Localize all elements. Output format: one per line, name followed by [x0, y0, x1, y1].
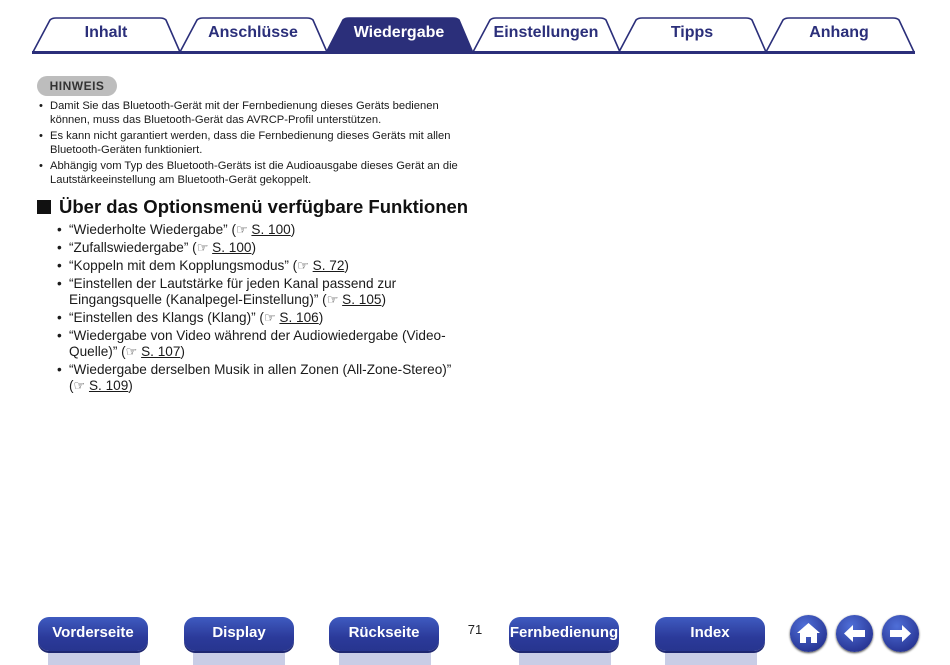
pointing-hand-icon: ☞ [125, 344, 138, 359]
square-bullet-icon [37, 200, 51, 214]
note-item: • Es kann nicht garantiert werden, dass die Fernbedienung dieses Geräts mit allen Bluetooth-Geräten funktioniert. [38, 129, 468, 157]
function-text: “Zufallswiedergabe” [69, 240, 189, 255]
pointing-hand-icon: ☞ [297, 258, 309, 273]
nav-shadow [48, 651, 140, 665]
nav-shadow [339, 651, 431, 665]
function-text: “Einstellen des Klangs (Klang)” [69, 310, 256, 325]
tab-underline [32, 51, 915, 54]
pointing-hand-icon: ☞ [326, 292, 339, 307]
front-panel-button[interactable]: Vorderseite [38, 617, 148, 651]
tab-label: Anschlüsse [208, 24, 298, 41]
function-text: “Wiedergabe von Video während der Audiowiedergabe (Video-Quelle)” [69, 328, 446, 359]
nav-shadow [665, 651, 757, 665]
remote-control-button[interactable]: Fernbedienung [509, 617, 619, 651]
back-button[interactable] [836, 615, 873, 652]
function-text: “Wiederholte Wiedergabe” [69, 222, 228, 237]
tab-label: Einstellungen [493, 24, 599, 41]
nav-shadow [519, 651, 611, 665]
page-link[interactable]: S. 100 [251, 222, 291, 237]
note-badge: HINWEIS [37, 76, 117, 96]
tab-label: Inhalt [84, 24, 128, 41]
list-item: • “Wiedergabe von Video während der Audiowiedergabe (Video-Quelle)” (☞ S. 107) [55, 328, 455, 360]
page-number: 71 [467, 622, 483, 637]
home-icon [790, 615, 827, 652]
index-button[interactable]: Index [655, 617, 765, 651]
page-link[interactable]: S. 72 [312, 258, 345, 273]
list-item: • “Einstellen der Lautstärke für jeden Kanal passend zur Eingangsquelle (Kanalpegel-Einstellung)” (☞ S. 105) [55, 276, 455, 308]
function-list [55, 222, 455, 396]
page-link[interactable]: S. 106 [279, 310, 319, 325]
tab-anhang[interactable] [765, 17, 913, 53]
pointing-hand-icon: ☞ [263, 310, 276, 325]
note-item: • Abhängig vom Typ des Bluetooth-Geräts ist die Audioausgabe dieses Gerät an die Lautstärkeeinstellung am Bluetooth-Gerät gekoppelt. [38, 159, 468, 187]
arrow-left-icon [836, 615, 873, 652]
page-link[interactable]: S. 105 [342, 292, 382, 307]
function-text: “Koppeln mit dem Kopplungsmodus” [69, 258, 289, 273]
tab-inhalt[interactable] [32, 17, 180, 53]
section-heading [37, 196, 468, 218]
pointing-hand-icon: ☞ [196, 240, 209, 255]
home-button[interactable] [790, 615, 827, 652]
list-item: • “Einstellen des Klangs (Klang)” (☞ S. 106) [55, 310, 455, 326]
tab-label: Tipps [670, 24, 714, 41]
tab-tipps[interactable] [618, 17, 766, 53]
pointing-hand-icon: ☞ [73, 378, 86, 393]
list-item: • “Koppeln mit dem Kopplungsmodus” (☞ S. 72) [55, 258, 455, 274]
tab-bar [32, 17, 915, 54]
forward-button[interactable] [882, 615, 919, 652]
nav-shadow [193, 651, 285, 665]
list-item: • “Wiedergabe derselben Musik in allen Zonen (All-Zone-Stereo)” (☞ S. 109) [55, 362, 455, 394]
list-item: • “Zufallswiedergabe” (☞ S. 100) [55, 240, 455, 256]
list-item: • “Wiederholte Wiedergabe” (☞ S. 100) [55, 222, 455, 238]
note-item: • Damit Sie das Bluetooth-Gerät mit der Fernbedienung dieses Geräts bedienen können, muss das Bluetooth-Gerät das AVRCP-Profil unterstützen. [38, 99, 468, 127]
note-list [38, 99, 468, 189]
page-link[interactable]: S. 109 [88, 378, 129, 393]
rear-panel-button[interactable]: Rückseite [329, 617, 439, 651]
tab-label: Anhang [809, 24, 869, 41]
section-title: Über das Optionsmenü verfügbare Funktionen [59, 196, 469, 217]
page-link[interactable]: S. 107 [141, 344, 181, 359]
page-link[interactable]: S. 100 [212, 240, 252, 255]
tab-wiedergabe[interactable] [325, 17, 473, 53]
tab-anschluesse[interactable] [179, 17, 327, 53]
function-text: “Einstellen der Lautstärke für jeden Kanal passend zur Eingangsquelle (Kanalpegel-Einstellung)” [69, 276, 397, 307]
pointing-hand-icon: ☞ [235, 222, 248, 237]
tab-einstellungen[interactable] [472, 17, 620, 53]
function-text: “Wiedergabe derselben Musik in allen Zonen (All-Zone-Stereo)” [69, 362, 452, 377]
arrow-right-icon [882, 615, 919, 652]
display-button[interactable]: Display [184, 617, 294, 651]
tab-label: Wiedergabe [353, 24, 445, 41]
